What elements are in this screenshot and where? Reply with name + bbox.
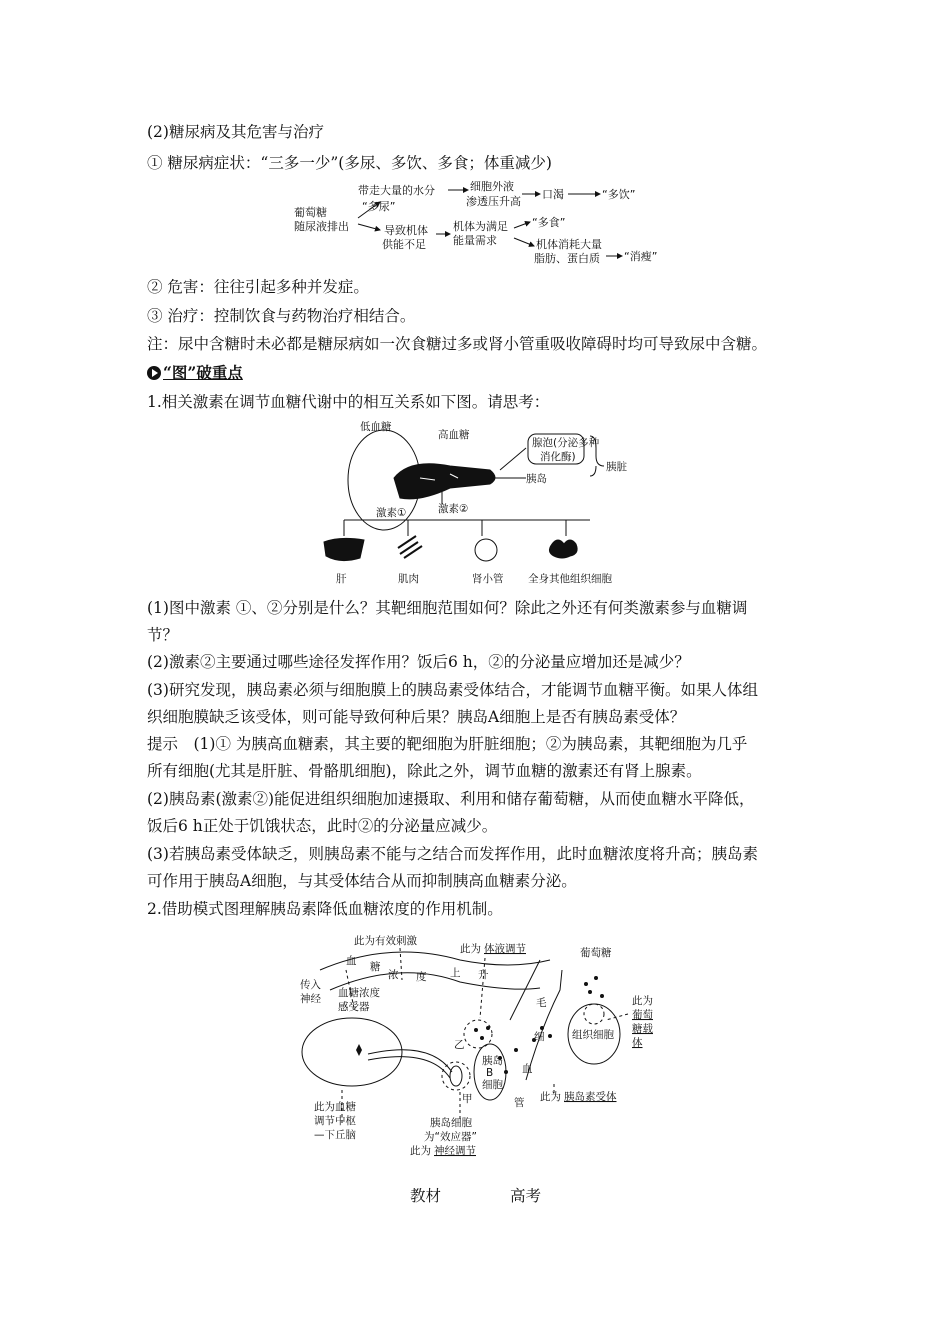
diagram-label: —下丘脑 (314, 1129, 356, 1141)
diagram-label: 胰岛 (526, 473, 547, 485)
answer-2-a: (2)胰岛素(激素②)能促进组织细胞加速摄取、利用和储存葡萄糖，从而使血糖水平降低， (147, 790, 755, 808)
q1-part2: (2)激素②主要通过哪些途径发挥作用？饭后6 h，②的分泌量应增加还是减少？ (147, 653, 690, 671)
diagram-label: 葡萄糖 (580, 947, 612, 959)
diagram-label: 胰脏 (606, 461, 627, 473)
answer-1-a: 提示 (1)① 为胰高血糖素，其主要的靶细胞为肝脏细胞；②为胰岛素，其靶细胞为几乎 (147, 735, 748, 753)
diagram-label: 为“效应器” (424, 1131, 477, 1143)
diagram-label: 传入 (300, 979, 321, 991)
diagram-label: 脂肪、蛋白质 (534, 252, 600, 265)
diagram-label: 高血糖 (438, 429, 470, 441)
diagram-label: 口渴 (542, 188, 564, 201)
diagram-label: 神经 (300, 993, 321, 1005)
diagram-label: 上 (450, 967, 461, 979)
diagram-label: 腺泡(分泌多种 (532, 437, 600, 449)
fig1-origin: 葡萄糖 (294, 206, 327, 219)
diagram-label: 全身其他组织细胞 (528, 573, 612, 585)
diagram-label: 供能不足 (382, 238, 426, 251)
diagram-label: 神经调节 (434, 1145, 476, 1157)
diagram-label: 能量需求 (453, 234, 497, 247)
diagram-label: 机体消耗大量 (536, 238, 602, 251)
diagram-label: 此为 (410, 1145, 431, 1157)
diagram-label: 肌肉 (398, 573, 419, 585)
diagram-label: “消瘦” (624, 250, 658, 263)
diagram-label: 毛 (536, 997, 547, 1009)
diagram-label: “多食” (532, 216, 566, 229)
answer-2-b: 饭后6 h正处于饥饿状态，此时②的分泌量应减少。 (147, 817, 498, 835)
question-2: 2.借助模式图理解胰岛素降低血糖浓度的作用机制。 (147, 900, 503, 918)
diagram-label: 细胞外液 (470, 180, 514, 193)
diagram-label: 激素② (438, 503, 469, 515)
play-icon (147, 366, 161, 380)
diagram-label: 感受器 (338, 1001, 370, 1013)
diagram-label: 此为有效刺激 (354, 935, 417, 947)
diagram-label: 细 (534, 1031, 545, 1043)
diagram-label: 胰岛细胞 (430, 1117, 472, 1129)
diagram-label: 乙 (454, 1039, 465, 1051)
diagram-label: 血 (346, 955, 357, 967)
diagram-label: 体液调节 (484, 943, 526, 955)
diagram-label: 糖载 (632, 1023, 653, 1035)
footer-left: 教材 (410, 1187, 442, 1205)
diagram-label: 组织细胞 (572, 1029, 614, 1041)
q1-part3-b: 织细胞膜缺乏该受体，则可能导致何种后果？胰岛A细胞上是否有胰岛素受体？ (147, 708, 686, 726)
question-1: 1.相关激素在调节血糖代谢中的相互关系如下图。请思考： (147, 393, 550, 411)
symptom-line: ① 糖尿病症状：“三多一少”(多尿、多饮、多食；体重减少) (147, 154, 552, 172)
diagram-label: 葡萄 (632, 1009, 653, 1021)
diagram-label: 肝 (336, 573, 347, 585)
pancreas-hormone-diagram (300, 418, 640, 590)
answer-1-b: 所有细胞(尤其是肝脏、骨骼肌细胞)，除此之外，调节血糖的激素还有肾上腺素。 (147, 762, 702, 780)
section-heading: “图”破重点 (147, 363, 243, 383)
diagram-label: 升 (478, 969, 489, 981)
q1-part1-a: (1)图中激素 ①、②分别是什么？其靶细胞范围如何？除此之外还有何类激素参与血糖调 (147, 599, 748, 617)
harm-line: ② 危害：往往引起多种并发症。 (147, 278, 369, 296)
diagram-label: 此为 (632, 995, 653, 1007)
diagram-label: 调节中枢 (314, 1115, 356, 1127)
answer-3-a: (3)若胰岛素受体缺乏，则胰岛素不能与之结合而发挥作用，此时血糖浓度将升高；胰岛素 (147, 845, 758, 863)
diagram-label: 随尿液排出 (294, 220, 349, 233)
treatment-line: ③ 治疗：控制饮食与药物治疗相结合。 (147, 307, 416, 325)
diagram-label: 带走大量的水分 (358, 184, 435, 197)
diagram-label: 消化酶) (540, 451, 576, 463)
q1-part1-b: 节？ (147, 626, 179, 644)
diagram-label: 机体为满足 (453, 220, 508, 233)
diagram-label: 血糖浓度 (338, 987, 380, 999)
diagram-label: 糖 (370, 961, 381, 973)
diagram-label: 渗透压升高 (466, 195, 521, 208)
diagram-label: 此为 (540, 1091, 561, 1103)
subsection-heading: (2)糖尿病及其危害与治疗 (147, 123, 324, 141)
diagram-label: 血 (522, 1063, 533, 1075)
diagram-label: 度 (416, 971, 427, 983)
diagram-label: B (486, 1067, 494, 1079)
diagram-label: 激素① (376, 507, 407, 519)
diagram-label: 胰岛 (482, 1055, 503, 1067)
diagram-label: 肾小管 (472, 573, 504, 585)
diagram-label: 管 (514, 1097, 525, 1109)
diagram-label: “多尿” (362, 200, 396, 213)
diagram-label: 此为血糖 (314, 1101, 356, 1113)
diabetes-flow-diagram (290, 180, 690, 270)
footer-right: 高考 (510, 1187, 542, 1205)
insulin-mechanism-diagram (290, 930, 670, 1170)
q1-part3-a: (3)研究发现，胰岛素必须与细胞膜上的胰岛素受体结合，才能调节血糖平衡。如果人体组 (147, 681, 758, 699)
diagram-label: 体 (632, 1037, 643, 1049)
note-line: 注：尿中含糖时未必都是糖尿病如一次食糖过多或肾小管重吸收障碍时均可导致尿中含糖。 (147, 335, 768, 353)
diagram-label: 导致机体 (384, 224, 428, 237)
diagram-label: 低血糖 (360, 421, 392, 433)
diagram-label: 细胞 (482, 1079, 503, 1091)
diagram-label: 浓 (388, 969, 399, 981)
diagram-label: “多饮” (602, 188, 636, 201)
diagram-label: 此为 (460, 943, 481, 955)
diagram-label: 胰岛素受体 (564, 1091, 617, 1103)
diagram-label: 甲 (462, 1093, 473, 1105)
answer-3-b: 可作用于胰岛A细胞，与其受体结合从而抑制胰高血糖素分泌。 (147, 872, 577, 890)
